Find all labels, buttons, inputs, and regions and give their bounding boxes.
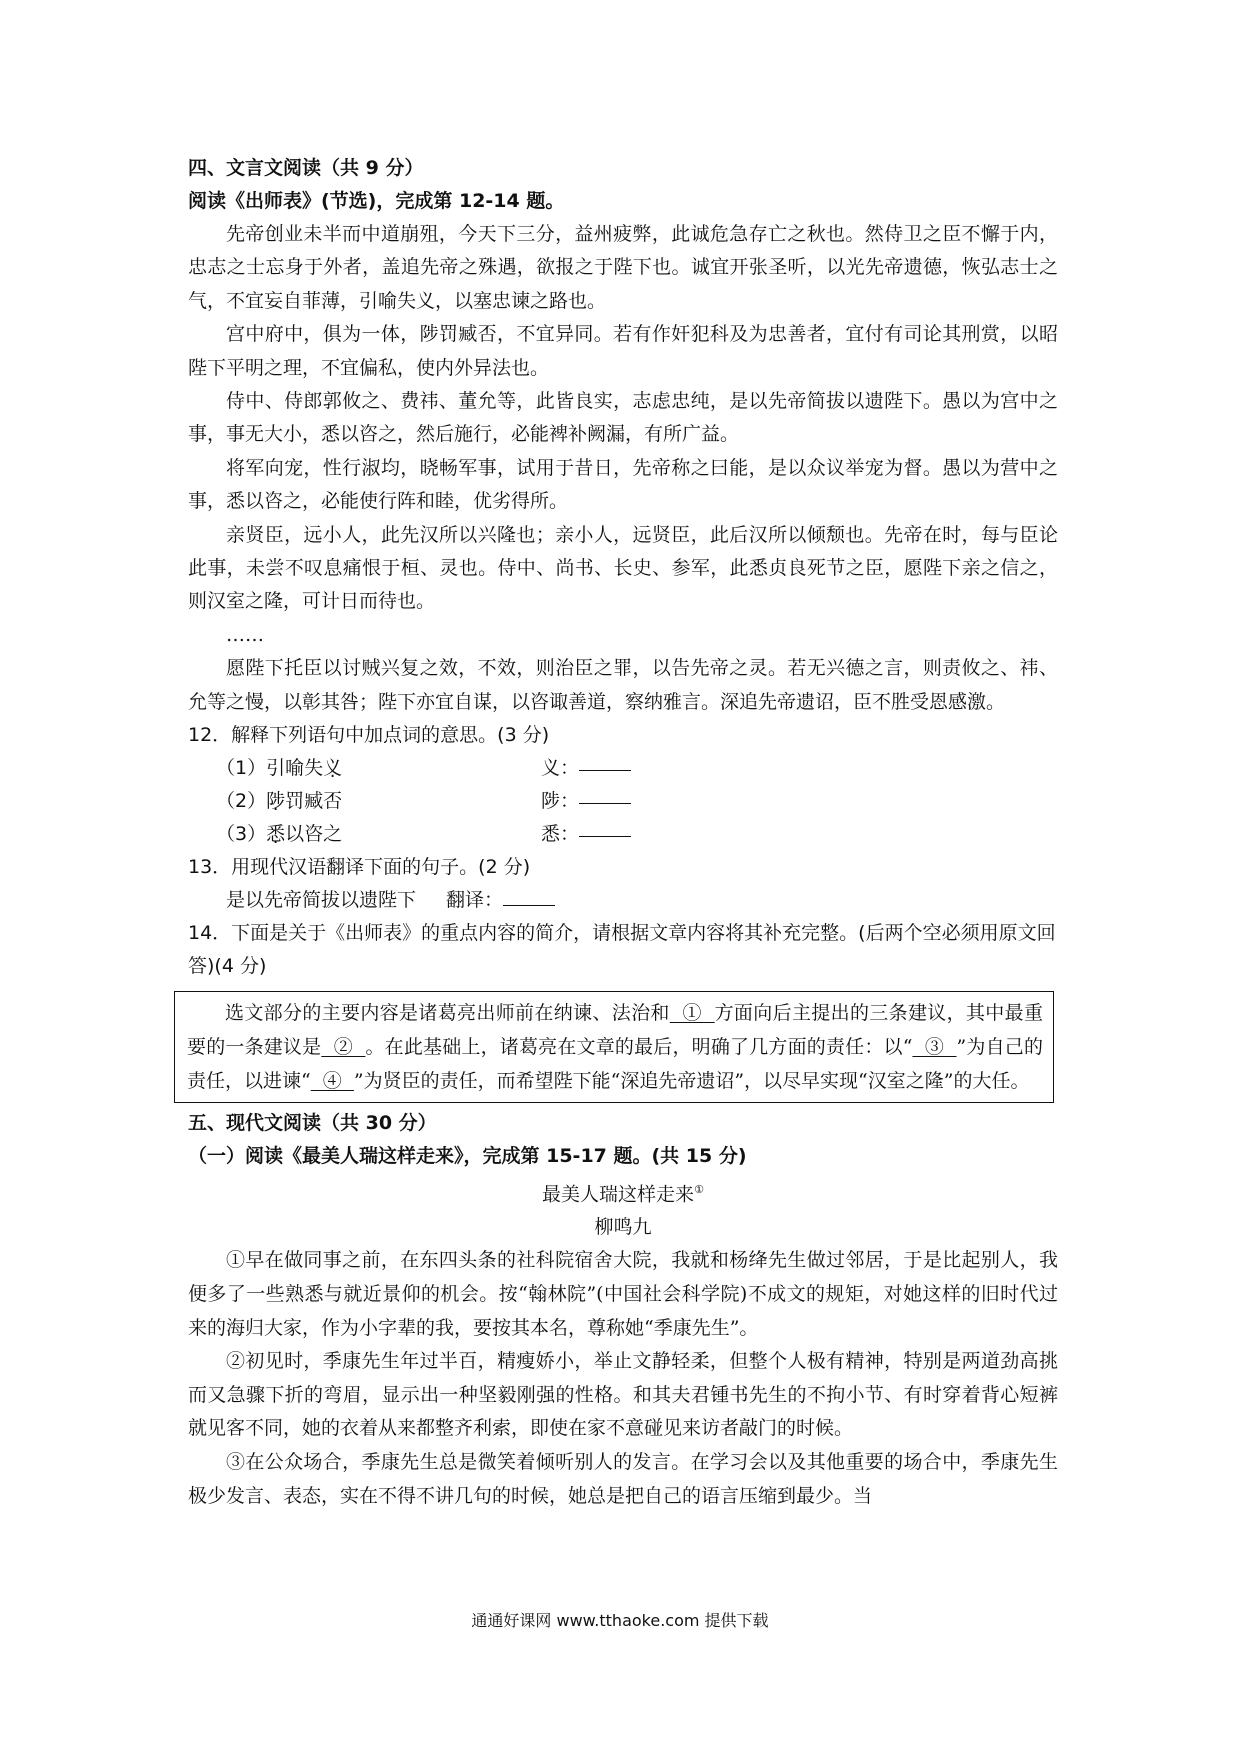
ellipsis: …… <box>226 623 264 646</box>
section5-intro: （一）阅读《最美人瑞这样走来》，完成第 15-17 题。(共 15 分) <box>188 1145 747 1168</box>
page-footer: 通通好课网 www.tthaoke.com 提供下载 <box>471 1611 769 1630</box>
answer-blank[interactable] <box>579 752 631 771</box>
modern-paragraph-3: ③在公众场合，季康先生总是微笑着倾听别人的发言。在学习会以及其他重要的场合中，季康先生极少发言、表态，实在不得不讲几句的时候，她总是把自己的语言压缩到最少。当 <box>188 1450 1058 1507</box>
article-author: 柳鸣九 <box>594 1216 652 1239</box>
question-14-stem: 14．下面是关于《出师表》的重点内容的简介，请根据文章内容将其补充完整。(后两个空必须用原文回答)(4 分) <box>188 922 1056 978</box>
classical-paragraph-4: 将军向宠，性行淑均，晓畅军事，试用于昔日，先帝称之曰能，是以众议举宠为督。愚以为营中之事，悉以咨之，必能使行阵和睦，优劣得所。 <box>188 456 1058 513</box>
question-12-item-1: （1）引喻失义 义： <box>188 752 1058 785</box>
classical-paragraph-6: 愿陛下托臣以讨贼兴复之效，不效，则治臣之罪，以告先帝之灵。若无兴德之言，则责攸之、祎、允等之慢，以彰其咎；陛下亦宜自谋，以咨诹善道，察纳雅言。深追先帝遗诏，臣不胜受恩感激。 <box>188 657 1058 713</box>
question-13-sentence-row <box>188 884 1058 917</box>
translation-label: 翻译： <box>446 889 504 912</box>
answer-key-label: 义： <box>541 757 580 780</box>
article-title: 最美人瑞这样走来① <box>542 1183 704 1206</box>
blank-2[interactable]: ② <box>321 1036 366 1059</box>
modern-paragraph-2: ②初见时，季康先生年过半百，精瘦娇小，举止文静轻柔，但整个人极有精神，特别是两道劲高挑而又急骤下折的弯眉，显示出一种坚毅刚强的性格。和其夫君锺书先生的不拘小节、有时穿着背心短裤就见客不同，她的衣着从来都整齐利索，即使在家不意碰见来访者敲门的时候。 <box>188 1350 1058 1440</box>
blank-3[interactable]: ③ <box>912 1036 957 1059</box>
document-page <box>188 152 1058 1513</box>
answer-blank[interactable] <box>579 818 631 837</box>
question-13-stem: 13．用现代汉语翻译下面的句子。(2 分) <box>188 856 531 879</box>
classical-paragraph-5: 亲贤臣，远小人，此先汉所以兴隆也；亲小人，远贤臣，此后汉所以倾颓也。先帝在时，每与臣论此事，未尝不叹息痛恨于桓、灵也。侍中、尚书、长史、参军，此悉贞良死节之臣，愿陛下亲之信之，则汉室之隆，可计日而待也。 <box>188 523 1058 613</box>
translation-blank[interactable] <box>503 887 555 906</box>
section5-heading: 五、现代文阅读（共 30 分） <box>188 1112 437 1135</box>
classical-paragraph-1: 先帝创业未半而中道崩殂，今天下三分，益州疲弊，此诚危急存亡之秋也。然侍卫之臣不懈于内，忠志之士忘身于外者，盖追先帝之殊遇，欲报之于陛下也。诚宜开张圣听，以光先帝遗德，恢弘志士之气，不宜妄自菲薄，引喻失义，以塞忠谏之路也。 <box>188 223 1058 312</box>
section4-intro: 阅读《出师表》(节选)，完成第 12-14 题。 <box>188 190 565 212</box>
modern-paragraph-1: ①早在做同事之前，在东四头条的社科院宿舍大院，我就和杨绛先生做过邻居，于是比起别人，我便多了一些熟悉与就近景仰的机会。按“翰林院”(中国社会科学院)不成文的规矩，对她这样的旧时代过来的海归大家，作为小字辈的我，要按其本名，尊称她“季康先生”。 <box>188 1249 1058 1339</box>
question-14-box: 选文部分的主要内容是诸葛亮出师前在纳谏、法治和 ① 方面向后主提出的三条建议，其中最重要的一条建议是 ② 。在此基础上，诸葛亮在文章的最后，明确了几方面的责任：以“ ③ ”为自己的责任，以进谏“ ④ ”为贤臣的责任，而希望陛下能“深追先帝遗诏”，以尽早实现“汉室之隆”的大任。 <box>174 991 1054 1103</box>
answer-key-label: 陟： <box>541 790 580 813</box>
answer-blank[interactable] <box>579 785 631 804</box>
section4-heading: 四、文言文阅读（共 9 分） <box>188 157 424 179</box>
classical-paragraph-2: 宫中府中，俱为一体，陟罚臧否，不宜异同。若有作奸犯科及为忠善者，宜付有司论其刑赏，以昭陛下平明之理，不宜偏私，使内外异法也。 <box>188 323 1058 379</box>
question-12-item-2: （2）陟罚臧否 陟： <box>188 785 1058 818</box>
question-12-stem: 12．解释下列语句中加点词的意思。(3 分) <box>188 724 550 747</box>
blank-4[interactable]: ④ <box>310 1070 354 1093</box>
answer-key-label: 悉： <box>541 823 580 846</box>
blank-1[interactable]: ① <box>669 1002 715 1025</box>
question-12-item-3: （3）悉以咨之 悉： <box>188 818 1058 851</box>
classical-paragraph-3: 侍中、侍郎郭攸之、费祎、董允等，此皆良实，志虑忠纯，是以先帝简拔以遗陛下。愚以为宫中之事，事无大小，悉以咨之，然后施行，必能裨补阙漏，有所广益。 <box>188 390 1058 446</box>
question-13-sentence: 是以先帝简拔以遗陛下 <box>226 889 417 912</box>
